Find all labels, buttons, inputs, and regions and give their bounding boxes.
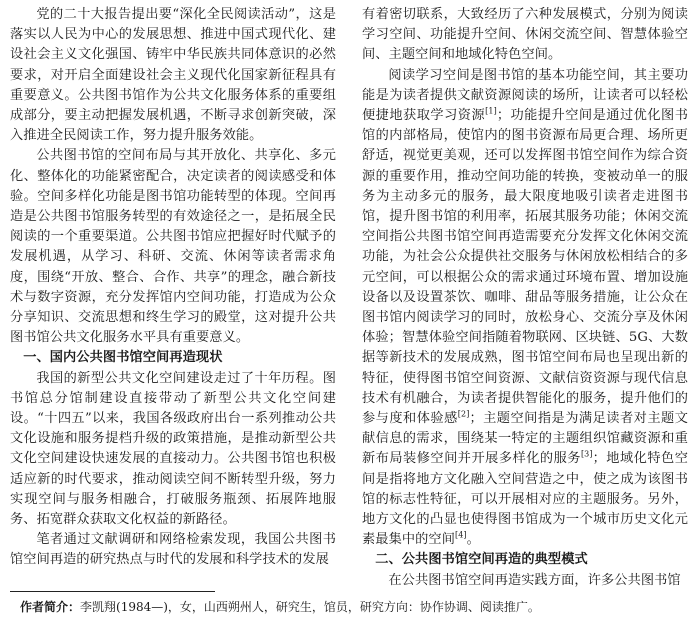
space-types-text-e: 。: [466, 532, 480, 548]
spatial-layout-paragraph: 公共图书馆的空间布局与其开放化、共享化、多元化、整体化的功能紧密配合，决定读者的阅读感受和体验。空间多样化功能是图书馆功能转型的体现。空间再造是公共图书馆服务转型的有效途径之一，是拓展全民阅读的一个重要渠道。公共图书馆应把握好时代赋予的发展机遇，从学习、科研、交流、休闲等读者需求角度，围绕“开放、整合、合作、共享”的理念，融合新技术与数字资源，充分发挥馆内空间功能，打造成为公众分享知识、交流思想和终生学习的殿堂，这对提升公共图书馆公共文化服务水平具有重要意义。: [10, 148, 336, 346]
right-column: [362, 5, 688, 591]
reference-3: [3]: [580, 450, 593, 460]
section-heading-2: 二、公共图书馆空间再造的典型模式: [375, 552, 588, 568]
footnote-text: 李凯翔(1984—)，女，山西朔州人，研究生，馆员，研究方向：协作协调、阅读推广。: [80, 600, 540, 614]
author-footnote: [20, 599, 690, 615]
status-paragraph: 我国的新型公共文化空间建设走过了十年历程。图书馆总分馆制建设直接带动了新型公共文化空间建设。“十四五”以来，我国各级政府出台一系列推动公共文化设施和服务提档升级的政策措施，是推动新型公共文化空间建设快速发展的直接动力。公共图书馆也积极适应新的时代要求，推动阅读空间不断转型升级，努力实现空间与服务相融合，打破服务瓶颈、拓展阵地服务、拓宽群众获取文化权益的新路径。: [10, 370, 336, 528]
intro-paragraph: 党的二十大报告提出要“深化全民阅读活动”，这是落实以人民为中心的发展思想、推进中国式现代化、建设社会主义文化强国、铸牢中华民族共同体意识的必然要求，对开启全面建设社会主义现代化国家新征程具有重要意义。公共图书馆作为公共文化服务体系的重要组成部分，要主动把握发展机遇，不断寻求创新突破，深入推进全民阅读工作，努力提升服务效能。: [10, 7, 336, 144]
space-types-paragraph: [362, 66, 688, 551]
section-heading-1: 一、国内公共图书馆空间再造现状: [23, 350, 223, 366]
footnote-label: 作者简介：: [20, 600, 81, 614]
space-types-text-c: ；主题空间指是为满足读者对主题文献信息的需求，围绕某一特定的主题组织馆藏资源和重新布局装修空间并开展多样化的服务: [362, 411, 688, 467]
reference-4: [4]: [455, 530, 467, 540]
reference-1: [1]: [485, 106, 497, 116]
continued-paragraph: 有着密切联系，大致经历了六种发展模式，分别为阅读学习空间、功能提升空间、休闲交流空间、智慧体验空间、主题空间和地域化特色空间。: [362, 7, 688, 63]
research-paragraph: 笔者通过文献调研和网络检索发现，我国公共图书馆空间再造的研究热点与时代的发展和科学技术的发展: [10, 532, 336, 568]
reference-2: [2]: [457, 409, 470, 419]
practice-paragraph: 在公共图书馆空间再造实践方面，许多公共图书馆: [388, 572, 681, 588]
footnote-divider: [10, 591, 215, 592]
space-types-text-b: ；功能提升空间是通过优化图书馆的内部格局，使馆内的图书资源布局更合理、场所更舒适，视觉更美观，还可以发挥图书馆空间作为综合资源的重要作用，推动空间功能的转换，变被动单一的服务为主动多元的服务，最大限度地吸引读者走进图书馆，提升图书馆的利用率，拓展其服务功能；休闲交流空间指公共图书馆空间再造需要充分发挥文化休闲交流功能，为社会公众提供社交服务与休闲放松相结合的多元空间，可以根据公众的需求通过环境布置、增加设施设备以及设置茶饮、咖啡、甜品等服务措施，让公众在图书馆内阅读学习的同时，放松身心、交流分享及休闲体验；智慧体验空间指随着物联网、区块链、5G、大数据等新技术的发展成熟，图书馆空间布局也呈现出新的特征，使得图书馆空间资源、文献信资资源与现代信息技术有机融合，为读者提供智能化的服务，提升他们的参与度和体验感: [362, 108, 688, 427]
space-types-text-a: 阅读学习空间是图书馆的基本功能空间，其主要功能是为读者提供文献资源阅读的场所，让读者可以轻松便捷地获取学习资源: [362, 67, 688, 124]
space-types-text-d: ；地域化特色空间是指将地方文化融入空间营造之中，使之成为该图书馆的标志性特征，可以开展相对应的主题服务。另外，地方文化的凸显也使得图书馆成为一个城市历史文化元素最集中的空间: [362, 451, 688, 548]
left-column: [10, 5, 336, 571]
